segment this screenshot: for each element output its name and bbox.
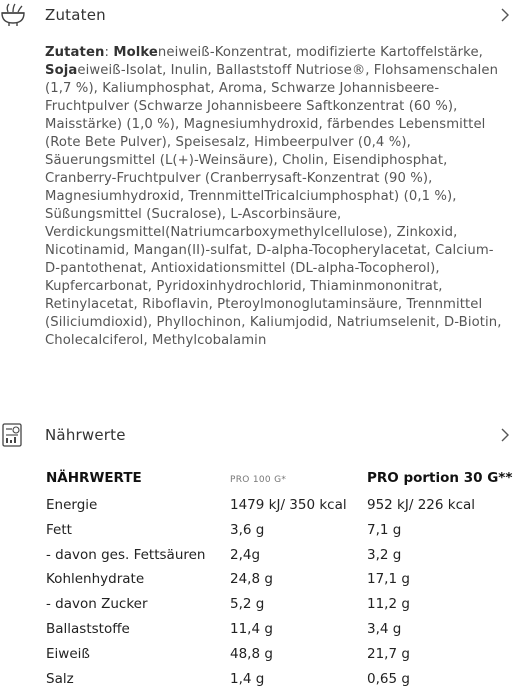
ingredient-text-part: : [104, 45, 114, 60]
value-per100: 2,4g [230, 547, 261, 563]
value-per100: 1,4 g [230, 671, 265, 687]
nutrient-name: Salz [46, 671, 74, 687]
nutrition-row [46, 596, 515, 620]
ingredient-highlight: Soja [45, 63, 78, 78]
value-per100: 24,8 g [230, 571, 273, 587]
value-portion: 0,65 g [367, 671, 410, 687]
ingredients-header[interactable] [0, 2, 515, 32]
nutrient-name: - davon Zucker [46, 596, 148, 612]
ingredients-text [45, 44, 507, 350]
nutrient-name: Energie [46, 497, 98, 513]
nutrition-row [46, 571, 515, 595]
value-portion: 11,2 g [367, 596, 410, 612]
value-per100: 11,4 g [230, 621, 273, 637]
value-per100: 5,2 g [230, 596, 265, 612]
nutrient-name: - davon ges. Fettsäuren [46, 547, 206, 563]
nutrient-name: Eiweiß [46, 646, 90, 662]
value-portion: 21,7 g [367, 646, 410, 662]
nutrition-title: Nährwerte [45, 426, 126, 444]
nutrition-row [46, 621, 515, 645]
value-portion: 7,1 g [367, 522, 402, 538]
ingredients-title: Zutaten [45, 6, 106, 24]
bowl-icon [0, 2, 26, 28]
chevron-right-icon[interactable] [499, 427, 511, 443]
header-portion: PRO portion 30 G** [367, 470, 513, 486]
nutrition-row [46, 497, 515, 521]
value-per100: 48,8 g [230, 646, 273, 662]
nutrient-name: Ballaststoffe [46, 621, 130, 637]
chevron-right-icon[interactable] [499, 7, 511, 23]
ingredient-highlight: Zutaten [45, 45, 105, 60]
nutrition-row [46, 646, 515, 670]
value-per100: 3,6 g [230, 522, 265, 538]
nutrition-row [46, 547, 515, 571]
nutrition-row [46, 671, 515, 695]
ingredient-highlight: Molke [113, 45, 158, 60]
nutrition-table-header [46, 470, 515, 494]
value-portion: 952 kJ/ 226 kcal [367, 497, 476, 513]
value-per100: 1479 kJ/ 350 kcal [230, 497, 347, 513]
header-label: NÄHRWERTE [46, 470, 142, 486]
value-portion: 17,1 g [367, 571, 410, 587]
ingredient-text-part: eiweiß-Isolat, Inulin, Ballaststoff Nutriose®, Flohsamenschalen (1,7 %), Kaliumphosphat, Aroma, Schwarze Johannisbeere-Fruchtpulver (Schwarze Johannisbeere Saftkonzentrat (60 %), Maisstärke) (1,0 %), Magnesiumhydroxid, färbendes Lebensmittel (Rote Bete Pulver), Speisesalz, Himbeerpulver (0,4 %), Säuerungsmittel (L(+)-Weinsäure), Cholin, Eisendiphosphat, Cranberry-Fruchtpulver (Cranberrysaft-Konzentrat (90 %), Magnesiumhydroxid, TrennmittelTricalciumphosphat) (0,1 %), Süßungsmittel (Sucralose), L-Ascorbinsäure, Verdickungsmittel(Natriumcarboxymethylcellulose), Zinkoxid, Nicotinamid, Mangan(II)-sulfat, D-alpha-Tocopherylacetat, Calcium-D-pantothenat, Antioxidationsmittel (DL-alpha-Tocopherol), Kupfercarbonat, Pyridoxinhydrochlorid, Thiaminmononitrat, Retinylacetat, Riboflavin, Pteroylmonoglutaminsäure, Trennmittel (Siliciumdioxid), Phyllochinon, Kaliumjodid, Natriumselenit, D-Biotin, Cholecalciferol, Methylcobalamin [45, 63, 502, 348]
ingredient-text-part: neiweiß-Konzentrat, modifizierte Kartoffelstärke, [157, 45, 483, 60]
value-portion: 3,4 g [367, 621, 402, 637]
header-per100: PRO 100 G* [230, 475, 287, 485]
nutrition-row [46, 522, 515, 546]
nutrient-name: Fett [46, 522, 72, 538]
nutrition-chart-icon [0, 422, 26, 448]
nutrition-header[interactable] [0, 422, 515, 452]
value-portion: 3,2 g [367, 547, 402, 563]
nutrient-name: Kohlenhydrate [46, 571, 145, 587]
